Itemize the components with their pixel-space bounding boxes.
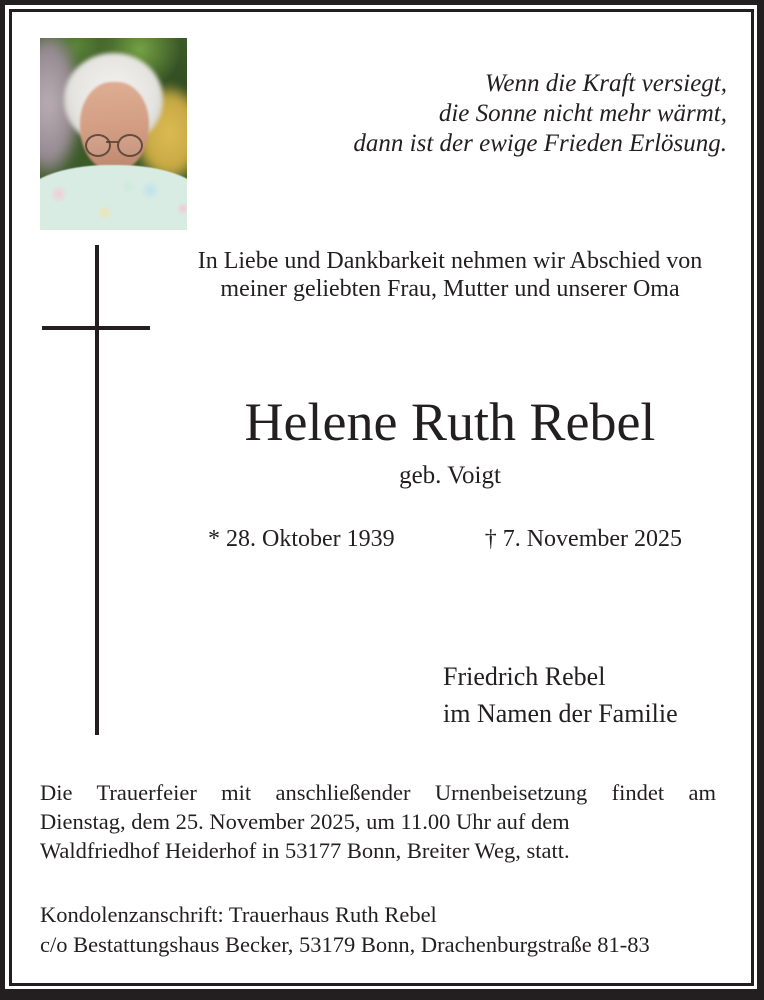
photo-face: [80, 82, 149, 172]
funeral-info: [40, 778, 716, 865]
verse-line: dann ist der ewige Frieden Erlösung.: [353, 130, 727, 157]
cross-icon: [42, 326, 150, 330]
farewell-intro: [150, 247, 750, 303]
mourners-block: [443, 658, 678, 732]
photo-glasses-right-lens: [117, 134, 143, 157]
photo-glasses-bridge: [106, 141, 118, 143]
death-date: † 7. November 2025: [484, 526, 682, 552]
deceased-name-block: [130, 392, 764, 490]
deceased-name: Helene Ruth Rebel: [244, 392, 656, 452]
funeral-info-line: Die Trauerfeier mit anschließender Urnenbeisetzung findet am: [40, 780, 716, 805]
photo-glasses-left-lens: [85, 134, 111, 157]
deceased-maiden-name: geb. Voigt: [399, 462, 501, 489]
farewell-intro-line: In Liebe und Dankbarkeit nehmen wir Abschied von: [197, 248, 703, 274]
mourners-on-behalf: im Namen der Familie: [443, 699, 678, 728]
photo-pastel-blouse: [40, 165, 187, 230]
memorial-verse: [353, 69, 727, 159]
verse-line: Wenn die Kraft versiegt,: [484, 70, 727, 97]
farewell-intro-line: meiner geliebten Frau, Mutter und unserer Oma: [220, 276, 680, 302]
cross-icon: [95, 245, 99, 735]
verse-line: die Sonne nicht mehr wärmt,: [438, 100, 727, 127]
life-dates: [208, 524, 682, 554]
funeral-info-line: Waldfriedhof Heiderhof in 53177 Bonn, Breiter Weg, statt.: [40, 838, 570, 863]
condolence-address: [40, 900, 650, 960]
condolence-address-line: Kondolenzanschrift: Trauerhaus Ruth Rebel: [40, 902, 437, 927]
mourner-name: Friedrich Rebel: [443, 662, 606, 691]
birth-date: * 28. Oktober 1939: [208, 526, 395, 552]
funeral-info-line: Dienstag, dem 25. November 2025, um 11.00 Uhr auf dem: [40, 809, 570, 834]
deceased-portrait-photo: [40, 38, 187, 230]
condolence-address-line: c/o Bestattungshaus Becker, 53179 Bonn, Drachenburgstraße 81-83: [40, 932, 650, 957]
